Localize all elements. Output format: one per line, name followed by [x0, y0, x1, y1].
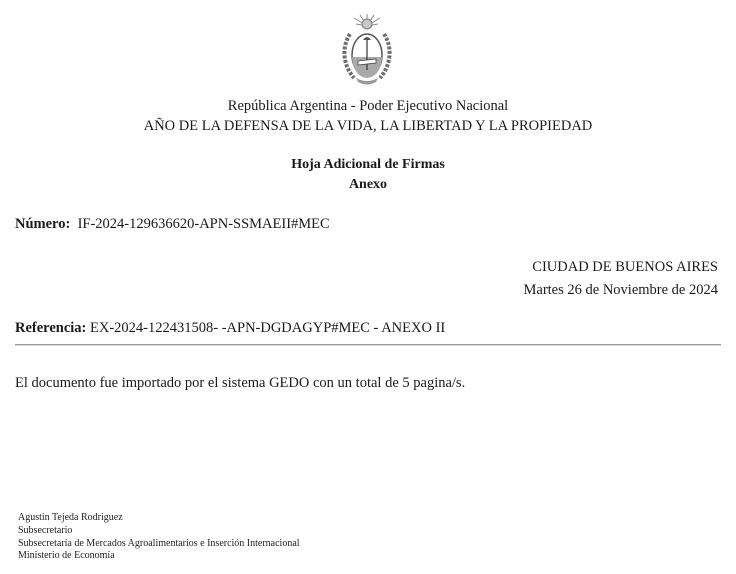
header-line-2: AÑO DE LA DEFENSA DE LA VIDA, LA LIBERTAD Y LA PROPIEDAD: [143, 118, 593, 134]
signer-role: Subsecretario: [18, 525, 73, 536]
numero-field: [15, 215, 330, 233]
referencia-value: EX-2024-122431508- -APN-DGDAGYP#MEC - ANEXO II: [90, 320, 446, 336]
header-line-1: República Argentina - Poder Ejecutivo Nacional: [227, 98, 509, 114]
numero-value: IF-2024-129636620-APN-SSMAEII#MEC: [77, 216, 330, 232]
city-line: CIUDAD DE BUENOS AIRES: [532, 259, 718, 275]
signer-name: Agustin Tejeda Rodriguez: [18, 512, 123, 523]
coat-of-arms-icon: [336, 12, 398, 90]
document-title: Hoja Adicional de Firmas: [291, 157, 445, 172]
signer-office: Subsecretaría de Mercados Agroalimentarios e Inserción Internacional: [18, 538, 300, 549]
separator-rule: [15, 344, 721, 346]
body-text: El documento fue importado por el sistema GEDO con un total de 5 pagina/s.: [15, 375, 466, 391]
signer-ministry: Ministerio de Economía: [18, 550, 115, 561]
document-subtitle: Anexo: [348, 177, 388, 192]
numero-label: Número:: [15, 216, 71, 232]
referencia-label: Referencia:: [15, 320, 87, 336]
referencia-field: [15, 319, 445, 337]
date-line: Martes 26 de Noviembre de 2024: [523, 282, 718, 298]
